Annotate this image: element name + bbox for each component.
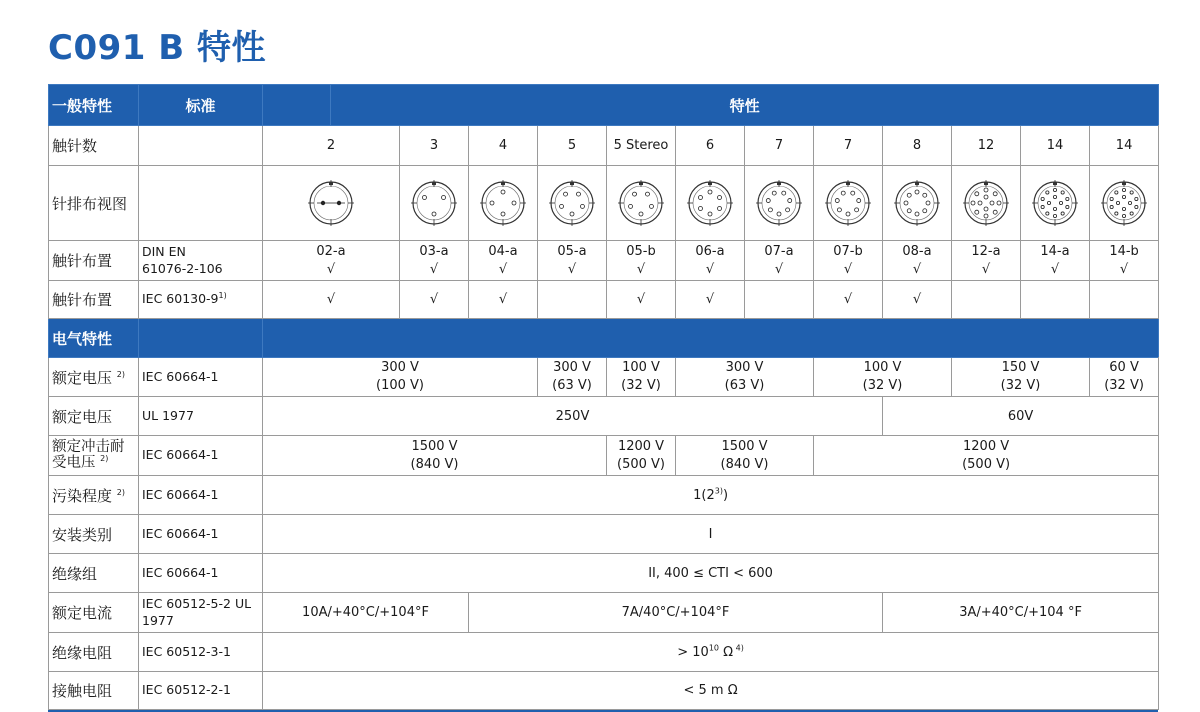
- layout-code: 05-a: [557, 243, 587, 259]
- check-cell: [538, 281, 607, 319]
- contact-resistance-row: [49, 672, 1159, 710]
- value-line: (500 V): [617, 456, 665, 472]
- value-line: 1500 V: [411, 438, 458, 454]
- value-line: 300 V: [725, 360, 764, 376]
- row-label: 安装类别: [49, 515, 139, 554]
- rated-voltage-ul-row: [49, 397, 1159, 436]
- pin-count-cell: 5 Stereo: [607, 126, 676, 166]
- layout-iec-row: [49, 281, 1159, 319]
- value-cell: [1090, 358, 1159, 397]
- value-cell: II, 400 ≤ CTI < 600: [263, 554, 1159, 593]
- check-cell: [1021, 281, 1090, 319]
- check-mark: √: [843, 261, 853, 277]
- layout-code-cell: [883, 241, 952, 281]
- check-cell: √: [883, 281, 952, 319]
- layout-code-cell: [814, 241, 883, 281]
- pin-count-cell: 7: [745, 126, 814, 166]
- pin-layout-3-icon: [410, 179, 458, 227]
- pollution-row: [49, 476, 1159, 515]
- pin-layout-14a-icon: [1031, 179, 1079, 227]
- check-cell: √: [400, 281, 469, 319]
- standard-cell: IEC 60664-1: [139, 358, 263, 397]
- check-cell: [1090, 281, 1159, 319]
- layout-code: 14-a: [1040, 243, 1070, 259]
- pin-count-cell: 14: [1021, 126, 1090, 166]
- pin-view-cell: [263, 166, 400, 241]
- layout-code: 12-a: [971, 243, 1001, 259]
- value-cell: [263, 476, 1159, 515]
- layout-code: 07-a: [764, 243, 794, 259]
- standard-cell: IEC 60664-1: [139, 554, 263, 593]
- footnote-marker: 4): [733, 643, 744, 653]
- header-standard: 标准: [139, 85, 263, 126]
- impulse-voltage-row: [49, 436, 1159, 476]
- footnote-marker: 2): [116, 369, 126, 379]
- check-mark: √: [636, 261, 646, 277]
- row-label: [49, 476, 139, 515]
- rated-current-row: [49, 593, 1159, 633]
- pin-layout-12-icon: [962, 179, 1010, 227]
- row-label-text: 污染程度: [52, 486, 113, 505]
- standard-text: IEC 60130-9: [142, 291, 219, 307]
- row-label: 额定电流: [49, 593, 139, 633]
- pin-count-cell: 3: [400, 126, 469, 166]
- layout-code-cell: [1021, 241, 1090, 281]
- value-line: 300 V: [381, 360, 419, 376]
- pin-view-cell: [745, 166, 814, 241]
- header-row: [49, 85, 1159, 126]
- check-mark: √: [774, 261, 784, 277]
- section-blank: [263, 319, 1159, 358]
- standard-cell: [139, 166, 263, 241]
- layout-code: 14-b: [1109, 243, 1139, 259]
- standard-cell: IEC 60512-3-1: [139, 633, 263, 672]
- pin-view-cell: [1090, 166, 1159, 241]
- value-line: (32 V): [1000, 378, 1041, 393]
- standard-cell: UL 1977: [139, 397, 263, 436]
- value-cell: [538, 358, 607, 397]
- value-line: 150 V: [1001, 360, 1040, 376]
- section-label: 电气特性: [49, 319, 139, 358]
- insulation-resistance-row: [49, 633, 1159, 672]
- value-cell: [263, 436, 607, 476]
- value-cell: [952, 358, 1090, 397]
- check-cell: √: [676, 281, 745, 319]
- pin-view-row: [49, 166, 1159, 241]
- pin-view-cell: [607, 166, 676, 241]
- row-label: 针排布视图: [49, 166, 139, 241]
- standard-cell: IEC 60664-1: [139, 476, 263, 515]
- pin-count-cell: 8: [883, 126, 952, 166]
- pin-count-row: [49, 126, 1159, 166]
- value-line: (63 V): [552, 378, 592, 393]
- footnote-marker: 3): [714, 486, 723, 496]
- footnote-marker: 2): [116, 487, 126, 497]
- layout-code-cell: [607, 241, 676, 281]
- value-cell: [263, 633, 1159, 672]
- pin-layout-6-icon: [686, 179, 734, 227]
- value-cell: 60V: [883, 397, 1159, 436]
- pin-view-cell: [400, 166, 469, 241]
- check-cell: [745, 281, 814, 319]
- value-cell: 10A/+40°C/+104°F: [263, 593, 469, 633]
- layout-code-cell: [263, 241, 400, 281]
- value-line: 1200 V: [617, 438, 665, 454]
- row-label: [49, 436, 139, 476]
- check-cell: √: [263, 281, 400, 319]
- value-cell: < 5 m Ω: [263, 672, 1159, 710]
- header-features: 特性: [331, 85, 1159, 126]
- pin-count-cell: 2: [263, 126, 400, 166]
- pin-layout-4-icon: [479, 179, 527, 227]
- value-cell: 7A/40°C/+104°F: [469, 593, 883, 633]
- value-line: (32 V): [1104, 378, 1144, 393]
- standard-cell: [139, 126, 263, 166]
- row-label: 绝缘电阻: [49, 633, 139, 672]
- pin-layout-8-icon: [893, 179, 941, 227]
- value-line: 300 V: [553, 360, 591, 376]
- value-cell: [263, 358, 538, 397]
- value-text: > 10: [677, 644, 709, 660]
- pin-count-cell: 14: [1090, 126, 1159, 166]
- pin-view-cell: [883, 166, 952, 241]
- exponent: 10: [708, 643, 720, 653]
- page-title: C091 B 特性: [48, 28, 267, 68]
- standard-line: 61076-2-106: [142, 260, 223, 276]
- check-cell: √: [814, 281, 883, 319]
- check-mark: √: [1050, 261, 1060, 277]
- install-category-row: [49, 515, 1159, 554]
- value-line: 60 V: [1109, 360, 1139, 376]
- value-line: (840 V): [410, 456, 459, 472]
- value-line: (32 V): [621, 378, 661, 393]
- check-mark: √: [498, 261, 508, 277]
- pin-count-cell: 5: [538, 126, 607, 166]
- standard-line: 1977: [142, 612, 174, 628]
- standard-cell: [139, 241, 263, 281]
- pin-view-cell: [469, 166, 538, 241]
- value-unit: Ω: [719, 644, 734, 660]
- layout-code-cell: [400, 241, 469, 281]
- standard-line: DIN EN: [142, 244, 186, 260]
- layout-code: 08-a: [902, 243, 932, 259]
- value-cell: [814, 436, 1159, 476]
- header-general: 一般特性: [49, 85, 139, 126]
- layout-code: 04-a: [488, 243, 518, 259]
- pin-view-cell: [676, 166, 745, 241]
- electrical-band: [49, 319, 1159, 358]
- row-label: 绝缘组: [49, 554, 139, 593]
- pin-view-cell: [538, 166, 607, 241]
- value-cell: [607, 436, 676, 476]
- pin-view-cell: [814, 166, 883, 241]
- layout-code-cell: [1090, 241, 1159, 281]
- spec-table: [48, 84, 1159, 710]
- pin-layout-14b-icon: [1100, 179, 1148, 227]
- layout-code: 02-a: [316, 243, 346, 259]
- row-label: 触针布置: [49, 281, 139, 319]
- standard-line: IEC 60512-5-2 UL: [142, 596, 252, 612]
- value-line: (500 V): [962, 456, 1011, 472]
- row-label-text: 额定电压: [52, 368, 113, 387]
- check-cell: √: [469, 281, 538, 319]
- standard-cell: IEC 60664-1: [139, 515, 263, 554]
- value-text: ): [722, 487, 729, 503]
- row-label: 触针数: [49, 126, 139, 166]
- value-cell: [676, 358, 814, 397]
- check-mark: √: [1119, 261, 1129, 277]
- value-text: 1(2: [693, 487, 715, 503]
- row-label: [49, 358, 139, 397]
- check-cell: √: [607, 281, 676, 319]
- value-line: 100 V: [863, 360, 902, 376]
- layout-code-cell: [538, 241, 607, 281]
- value-cell: I: [263, 515, 1159, 554]
- rated-voltage-row: [49, 358, 1159, 397]
- pin-layout-7b-icon: [824, 179, 872, 227]
- layout-code-cell: [469, 241, 538, 281]
- value-cell: 3A/+40°C/+104 °F: [883, 593, 1159, 633]
- check-mark: √: [981, 261, 991, 277]
- check-mark: √: [567, 261, 577, 277]
- layout-code-cell: [745, 241, 814, 281]
- pin-count-cell: 6: [676, 126, 745, 166]
- check-mark: √: [429, 261, 439, 277]
- standard-cell: [139, 281, 263, 319]
- check-mark: √: [912, 261, 922, 277]
- footnote-marker: 2): [100, 453, 109, 463]
- standard-cell: IEC 60512-2-1: [139, 672, 263, 710]
- pin-view-cell: [1021, 166, 1090, 241]
- row-label-text: 额定冲击耐: [52, 439, 125, 456]
- value-cell: [814, 358, 952, 397]
- layout-code: 07-b: [833, 243, 863, 259]
- standard-cell: IEC 60664-1: [139, 436, 263, 476]
- value-line: 1500 V: [721, 438, 768, 454]
- check-mark: √: [326, 261, 336, 277]
- layout-code: 03-a: [419, 243, 449, 259]
- pin-layout-5-stereo-icon: [617, 179, 665, 227]
- pin-view-cell: [952, 166, 1021, 241]
- value-line: (63 V): [724, 378, 765, 393]
- value-line: 1200 V: [963, 438, 1010, 454]
- section-blank: [139, 319, 263, 358]
- value-cell: 250V: [263, 397, 883, 436]
- value-line: (840 V): [720, 456, 769, 472]
- header-blank: [263, 85, 331, 126]
- layout-code-cell: [952, 241, 1021, 281]
- insulation-group-row: [49, 554, 1159, 593]
- pin-layout-5-icon: [548, 179, 596, 227]
- layout-code: 05-b: [626, 243, 656, 259]
- value-line: (100 V): [376, 378, 424, 393]
- pin-count-cell: 7: [814, 126, 883, 166]
- value-cell: [676, 436, 814, 476]
- standard-cell: [139, 593, 263, 633]
- value-cell: [607, 358, 676, 397]
- layout-code-cell: [676, 241, 745, 281]
- pin-count-cell: 12: [952, 126, 1021, 166]
- check-cell: [952, 281, 1021, 319]
- pin-layout-2-icon: [307, 179, 355, 227]
- row-label: 额定电压: [49, 397, 139, 436]
- row-label: 触针布置: [49, 241, 139, 281]
- layout-code: 06-a: [695, 243, 725, 259]
- value-line: (32 V): [862, 378, 903, 393]
- layout-din-row: [49, 241, 1159, 281]
- footnote-marker: 1): [218, 291, 227, 301]
- check-mark: √: [705, 261, 715, 277]
- row-label: 接触电阻: [49, 672, 139, 710]
- row-label-text: 受电压: [52, 454, 96, 471]
- value-line: 100 V: [622, 360, 660, 376]
- pin-count-cell: 4: [469, 126, 538, 166]
- pin-layout-7a-icon: [755, 179, 803, 227]
